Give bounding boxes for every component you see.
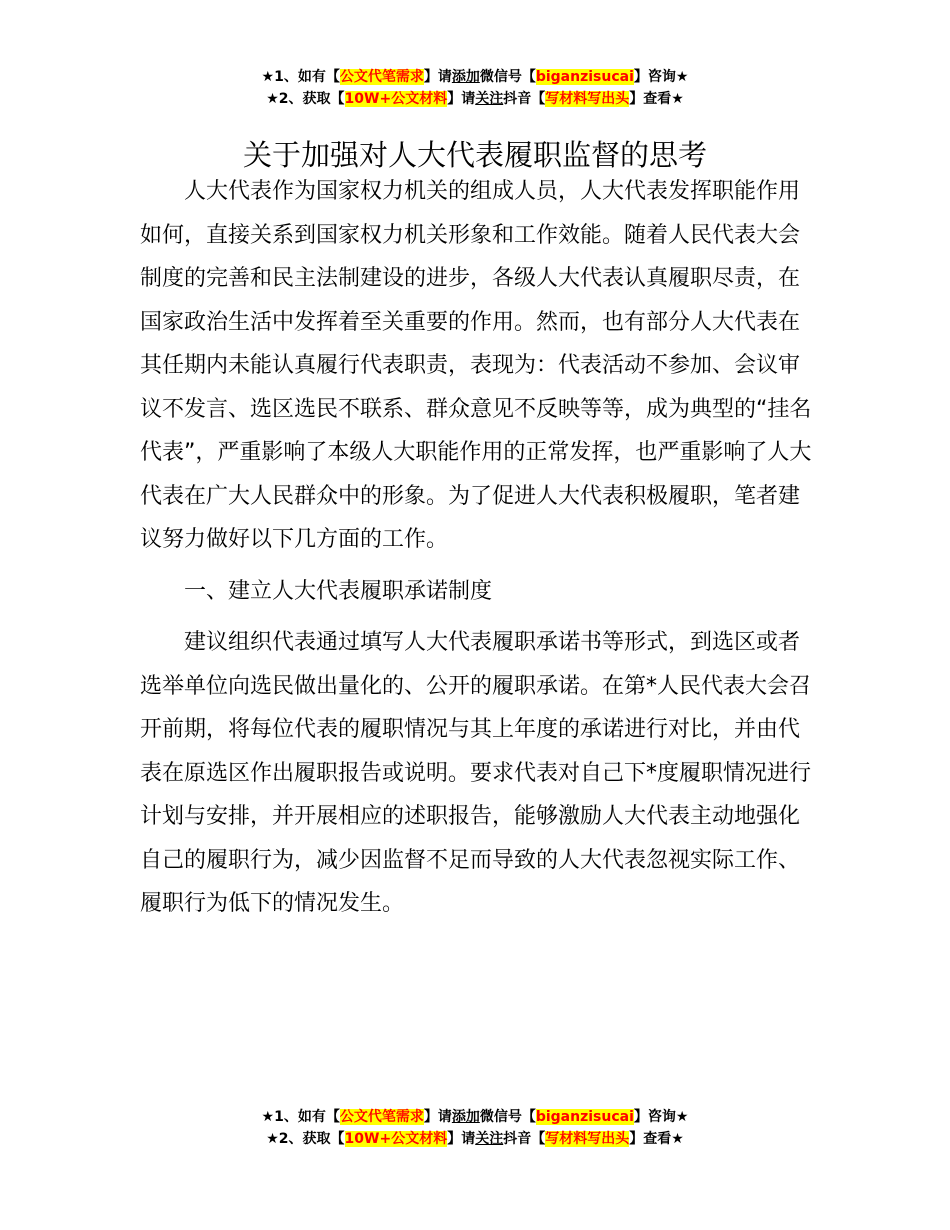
promo-text: 2、获取【 bbox=[278, 1131, 345, 1147]
promo-text: 微信号【 bbox=[479, 1109, 536, 1125]
footer-promo bbox=[0, 1106, 950, 1150]
promo-text: 】请 bbox=[423, 69, 452, 85]
promo-text: 】查看 bbox=[629, 91, 672, 107]
header-promo-line-2 bbox=[0, 88, 950, 110]
star-icon: ★ bbox=[261, 69, 275, 85]
body-paragraph-section-1: 建议组织代表通过填写人大代表履职承诺书等形式，到选区或者选举单位向选民做出量化的、公开的履职承诺。在第*人民代表大会召开前期，将每位代表的履职情况与其上年度的承诺进行对比，并由代表在原选区作出履职报告或说明。要求代表对自己下*度履职情况进行计划与安排，并开展相应的述职报告，能够激励人大代表主动地强化自己的履职行为，减少因监督不足而导致的人大代表忽视实际工作、履职行为低下的情况发生。 bbox=[140, 630, 812, 916]
star-icon: ★ bbox=[266, 1131, 279, 1147]
footer-promo-line-1 bbox=[0, 1106, 950, 1128]
promo-highlight: 10W+公文材料 bbox=[344, 1131, 448, 1147]
promo-text: 抖音【 bbox=[503, 91, 546, 107]
footer-promo-line-2 bbox=[0, 1128, 950, 1150]
promo-text: 1、如有【 bbox=[274, 69, 340, 85]
promo-text: 】查看 bbox=[629, 1131, 672, 1147]
star-icon: ★ bbox=[261, 1109, 275, 1125]
star-icon: ★ bbox=[671, 91, 684, 107]
promo-highlight: 公文代笔需求 bbox=[339, 69, 424, 85]
promo-highlight: 公文代笔需求 bbox=[339, 1109, 424, 1125]
promo-text: 】请 bbox=[447, 91, 476, 107]
promo-underline: 关注 bbox=[475, 1131, 504, 1147]
promo-text: 2、获取【 bbox=[278, 91, 345, 107]
promo-underline: 添加 bbox=[451, 69, 480, 85]
document-title: 关于加强对人大代表履职监督的思考 bbox=[242, 138, 707, 173]
promo-highlight-wechat-id: biganzisucai bbox=[535, 69, 634, 85]
promo-text: 微信号【 bbox=[479, 69, 536, 85]
star-icon: ★ bbox=[675, 1109, 689, 1125]
promo-text: 】咨询 bbox=[633, 69, 676, 85]
body-paragraph-intro: 人大代表作为国家权力机关的组成人员，人大代表发挥职能作用如何，直接关系到国家权力机关形象和工作效能。随着人民代表大会制度的完善和民主法制建设的进步，各级人大代表认真履职尽责，在国家政治生活中发挥着至关重要的作用。然而，也有部分人大代表在其任期内未能认真履行代表职责，表现为：代表活动不参加、会议审议不发言、选区选民不联系、群众意见不反映等等，成为典型的“挂名代表”，严重影响了本级人大职能作用的正常发挥，也严重影响了人大代表在广大人民群众中的形象。为了促进人大代表积极履职，笔者建议努力做好以下几方面的工作。 bbox=[140, 179, 812, 552]
promo-text: 抖音【 bbox=[503, 1131, 546, 1147]
promo-highlight: 10W+公文材料 bbox=[344, 91, 448, 107]
star-icon: ★ bbox=[675, 69, 689, 85]
star-icon: ★ bbox=[671, 1131, 684, 1147]
promo-text: 1、如有【 bbox=[274, 1109, 340, 1125]
header-promo-line-1 bbox=[0, 66, 950, 88]
promo-text: 】请 bbox=[447, 1131, 476, 1147]
promo-highlight-wechat-id: biganzisucai bbox=[535, 1109, 634, 1125]
star-icon: ★ bbox=[266, 91, 279, 107]
promo-text: 】咨询 bbox=[633, 1109, 676, 1125]
document-body bbox=[140, 170, 812, 926]
promo-highlight-douyin-name: 写材料写出头 bbox=[545, 1131, 630, 1147]
section-heading-1: 一、建立人大代表履职承诺制度 bbox=[184, 578, 493, 604]
promo-underline: 添加 bbox=[451, 1109, 480, 1125]
header-promo bbox=[0, 66, 950, 110]
promo-underline: 关注 bbox=[475, 91, 504, 107]
promo-highlight-douyin-name: 写材料写出头 bbox=[545, 91, 630, 107]
promo-text: 】请 bbox=[423, 1109, 452, 1125]
